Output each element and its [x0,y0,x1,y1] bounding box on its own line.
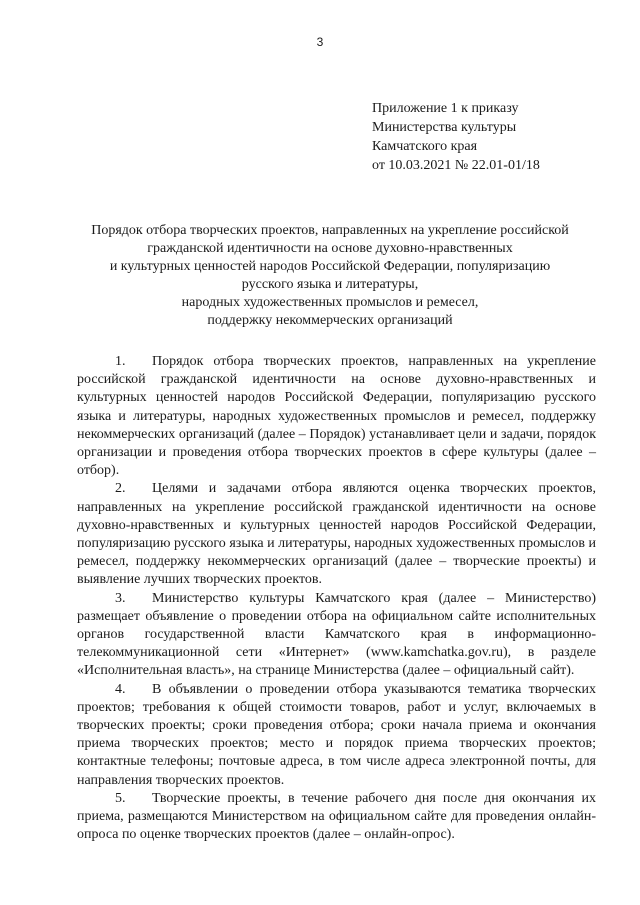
appendix-line: от 10.03.2021 № 22.01-01/18 [372,158,540,173]
title-line: и культурных ценностей народов Российской Федерации, популяризацию [109,259,551,274]
paragraph [77,790,596,845]
appendix-reference [372,99,622,175]
paragraph-text: Порядок отбора творческих проектов, направленных на укрепление российской гражданской идентичности на основе духовно-нравственных и культурных ценностей народов Российской Федерации, популяризацию русского языка и литературы, народных художественных промыслов и ремесел, поддержку некоммерческих организаций (далее – Порядок) устанавливает цели и задачи, порядок организации и проведения отбора творческих проектов в сфере культуры (далее – отбор). [77,354,596,479]
title-line: поддержку некоммерческих организаций [207,313,453,328]
paragraph-text: В объявлении о проведении отбора указываются тематика творческих проектов; требования к общей стоимости товаров, работ и услуг, включаемых в творческих проекты; сроки проведения отбора; сроки начала приема и окончания приема творческих проектов; место и порядок приема творческих проектов; контактные телефоны; почтовые адреса, в том числе адреса электронной почты, для направления творческих проектов. [77,681,596,788]
paragraph-number: 3. [115,590,126,606]
paragraph-number: 2. [115,481,126,497]
appendix-line: Министерства культуры [372,120,517,135]
paragraph-number: 4. [115,681,126,697]
paragraph-number: 5. [115,790,126,806]
paragraph-text: Творческие проекты, в течение рабочего дня после дня окончания их приема, размещаются Министерством на официальном сайте для проведения онлайн-опроса по оценке творческих проектов (далее – онлайн-опрос). [77,790,596,843]
title-line: русского языка и литературы, [241,277,419,292]
page-number: 3 [316,35,324,49]
paragraph [77,681,596,790]
document-title [60,222,600,330]
document-body [77,353,596,844]
title-line: Порядок отбора творческих проектов, направленных на укрепление российской [91,223,569,238]
paragraph [77,590,596,681]
paragraph-text: Министерство культуры Камчатского края (далее – Министерство) размещает объявление о проведении отбора на официальном сайте исполнительных органов государственной власти Камчатского края в информационно-телекоммуникационной сети «Интернет» (www.kamchatka.gov.ru), в разделе «Исполнительная власть», на странице Министерства (далее – официальный сайт). [77,590,596,679]
paragraph [77,353,596,480]
title-line: гражданской идентичности на основе духовно-нравственных [147,241,513,256]
paragraph-number: 1. [115,354,126,369]
title-line: народных художественных промыслов и ремесел, [181,295,479,310]
appendix-line: Камчатского края [372,139,478,154]
paragraph [77,480,596,589]
appendix-line: Приложение 1 к приказу [372,101,519,116]
paragraph-text: Целями и задачами отбора являются оценка творческих проектов, направленных на укрепление российской гражданской идентичности на основе духовно-нравственных и культурных ценностей народов Российской Федерации, популяризацию русского языка и литературы, народных художественных промыслов и ремесел, поддержку некоммерческих организаций (далее – творческие проекты) и выявление лучших творческих проектов. [77,481,596,588]
